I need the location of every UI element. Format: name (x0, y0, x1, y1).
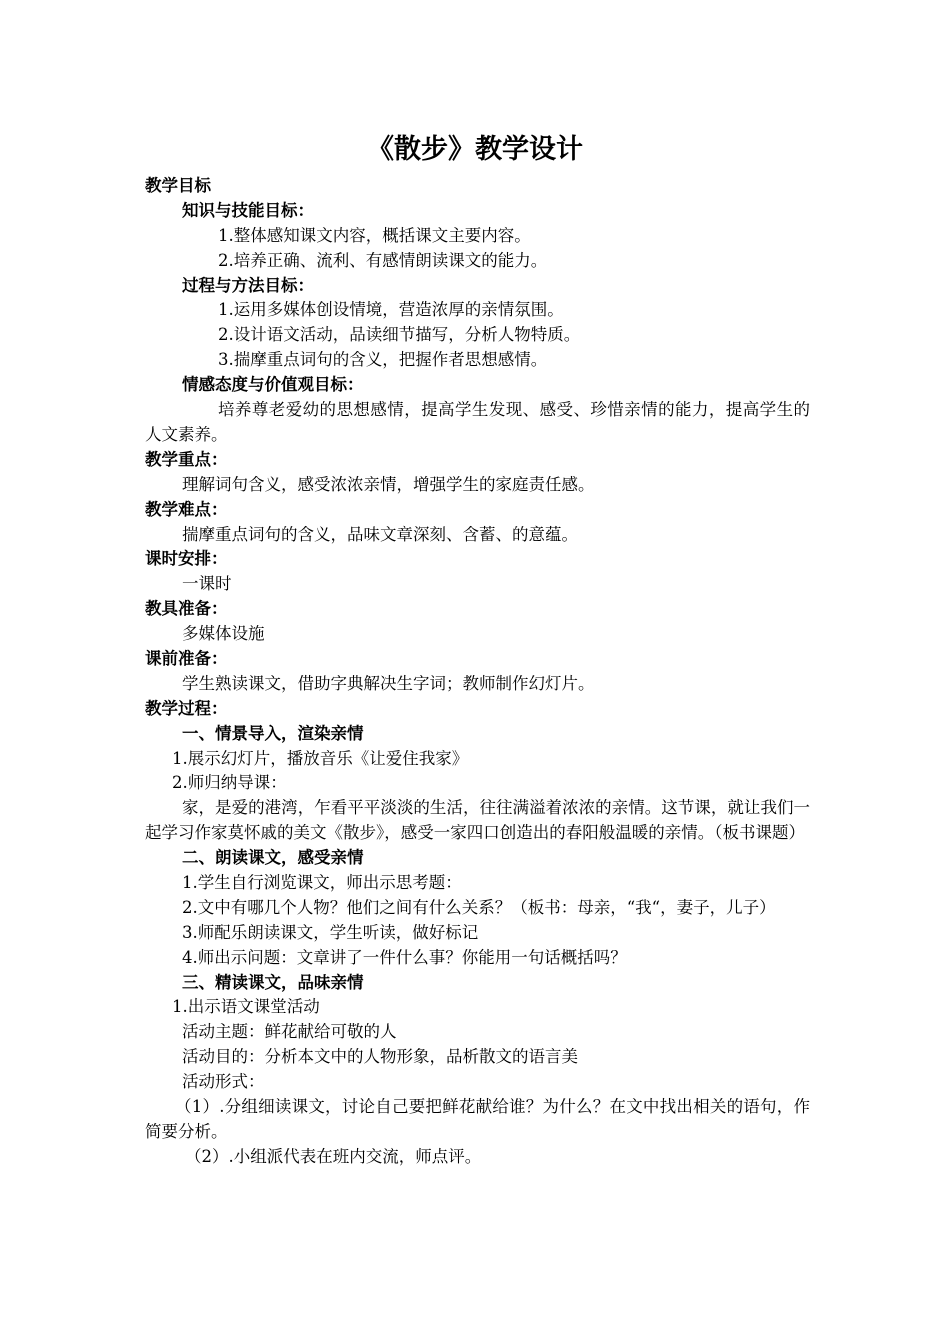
emotion-goal-heading: 情感态度与价值观目标： (182, 375, 364, 395)
process-goal-item-3: 3.揣摩重点词句的含义，把握作者思想感情。 (218, 350, 548, 370)
activity-theme: 活动主题：鲜花献给可敬的人 (182, 1022, 397, 1042)
part2-item-1: 1.学生自行浏览课文，师出示思考题： (182, 873, 462, 892)
difficulties-text: 揣摩重点词句的含义，品味文章深刻、含蓄、的意蕴。 (182, 524, 578, 544)
process-goal-item-2: 2.设计语文活动，品读细节描写，分析人物特质。 (218, 325, 581, 345)
part1-heading: 一、情景导入，渲染亲情 (182, 723, 364, 743)
tools-text: 多媒体设施 (182, 624, 265, 644)
prep-heading: 课前准备： (145, 648, 228, 668)
part3-heading: 三、精读课文，品味亲情 (182, 972, 364, 992)
activity-purpose: 活动目的：分析本文中的人物形象，品析散文的语言美 (182, 1047, 578, 1067)
part2-heading: 二、朗读课文，感受亲情 (182, 848, 364, 868)
document-body (145, 174, 810, 1170)
page-title: 《散步》教学设计 (367, 134, 583, 165)
activity-form-sub-2: （2）.小组派代表在班内交流，师点评。 (185, 1146, 482, 1166)
tools-heading: 教具准备： (145, 599, 228, 619)
part2-item-2: 2.文中有哪几个人物？他们之间有什么关系？（板书：母亲，“我“，妻子，儿子） (182, 897, 776, 917)
prep-text: 学生熟读课文，借助字典解决生字词；教师制作幻灯片。 (182, 673, 595, 693)
part2-item-4: 4.师出示问题：文章讲了一件什么事？你能用一句话概括吗？ (182, 947, 627, 967)
process-goal-item-1: 1.运用多媒体创设情境，营造浓厚的亲情氛围。 (218, 300, 564, 320)
emotion-goal-text: 培养尊老爱幼的思想感情，提高学生发现、感受、珍惜亲情的能力，提高学生的人文素养。 (145, 400, 810, 444)
teaching-process-heading: 教学过程： (145, 698, 228, 718)
activity-form: 活动形式： (182, 1072, 265, 1092)
objectives-heading: 教学目标 (145, 176, 211, 195)
part1-item-2: 2.师归纳导课： (172, 773, 287, 793)
key-points-heading: 教学重点： (145, 449, 228, 469)
process-goal-heading: 过程与方法目标： (182, 275, 314, 295)
part3-item-1: 1.出示语文课堂活动 (172, 997, 320, 1017)
activity-form-sub-1: （1）.分组细读课文，讨论自己要把鲜花献给谁？为什么？在文中找出相关的语句，作简要分析。 (145, 1097, 810, 1141)
part2-item-3: 3.师配乐朗读课文，学生听读，做好标记 (182, 922, 479, 942)
schedule-heading: 课时安排： (145, 549, 228, 569)
difficulties-heading: 教学难点： (145, 499, 228, 519)
knowledge-item-1: 1.整体感知课文内容，概括课文主要内容。 (218, 225, 531, 245)
schedule-text: 一课时 (182, 574, 232, 594)
knowledge-item-2: 2.培养正确、流利、有感情朗读课文的能力。 (218, 250, 548, 270)
knowledge-heading: 知识与技能目标： (182, 200, 314, 220)
part1-item-1: 1.展示幻灯片，播放音乐《让爱住我家》 (172, 748, 469, 768)
part1-text: 家，是爱的港湾，乍看平平淡淡的生活，往往满溢着浓浓的亲情。这节课，就让我们一起学习作家莫怀戚的美文《散步》，感受一家四口创造出的春阳般温暖的亲情。（板书课题） (145, 798, 810, 843)
key-points-text: 理解词句含义，感受浓浓亲情，增强学生的家庭责任感。 (182, 474, 595, 494)
